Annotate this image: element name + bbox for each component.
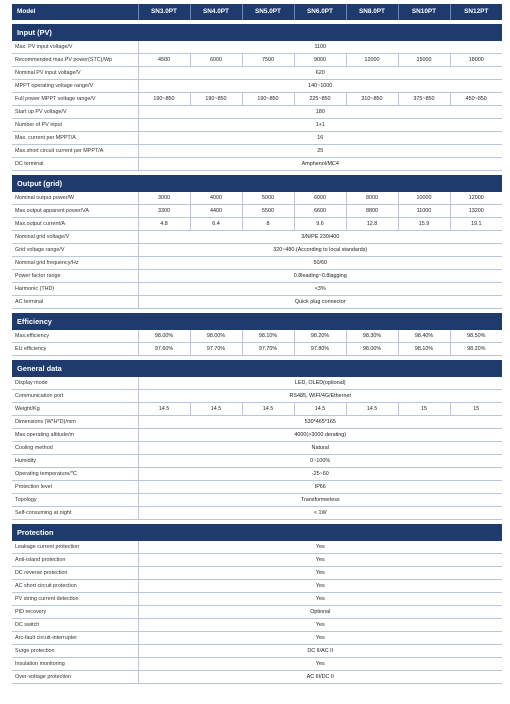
spec-value: 14.5 (190, 403, 242, 416)
spec-value-shared: IP66 (138, 481, 502, 494)
spec-row (12, 283, 502, 296)
spec-label: Protection level (12, 481, 138, 494)
spec-value: 12000 (346, 54, 398, 67)
section-title: General data (12, 360, 502, 377)
spec-row (12, 145, 502, 158)
spec-row (12, 205, 502, 218)
spec-label: EU efficiency (12, 343, 138, 356)
spec-row (12, 231, 502, 244)
section-title: Protection (12, 524, 502, 541)
model-name: SN5.0PT (242, 4, 294, 20)
spec-value: 14.5 (294, 403, 346, 416)
spec-value: 3000 (138, 192, 190, 205)
spec-label: PV string current detection (12, 593, 138, 606)
spec-label: AC short circuit protection (12, 580, 138, 593)
spec-row (12, 93, 502, 106)
spec-body (12, 20, 502, 684)
spec-value: 6000 (190, 54, 242, 67)
spec-row (12, 455, 502, 468)
spec-label: Harmonic (THD) (12, 283, 138, 296)
spec-value-shared: < 1W (138, 507, 502, 520)
spec-label: Over-voltage protection (12, 671, 138, 684)
spec-value: 12000 (450, 192, 502, 205)
spec-value-shared: 0.8leading~0.8lagging (138, 270, 502, 283)
model-header-row (12, 4, 502, 20)
spec-row (12, 429, 502, 442)
spec-label: Self-consuming at night (12, 507, 138, 520)
section-header-row (12, 313, 502, 330)
spec-row (12, 554, 502, 567)
spec-value: 14.5 (346, 403, 398, 416)
spec-row (12, 67, 502, 80)
spec-label: Start up PV voltage/V (12, 106, 138, 119)
spec-value: 190~850 (138, 93, 190, 106)
spec-row (12, 619, 502, 632)
spec-value: 3300 (138, 205, 190, 218)
spec-label: Max. current per MPPT/A (12, 132, 138, 145)
spec-value: 15000 (398, 54, 450, 67)
spec-value-shared: Quick plug connector (138, 296, 502, 309)
spec-sheet (12, 4, 502, 684)
spec-row (12, 494, 502, 507)
spec-value: 9000 (294, 54, 346, 67)
spec-value: 98.20% (450, 343, 502, 356)
spec-label: Surge protection (12, 645, 138, 658)
spec-row (12, 390, 502, 403)
spec-label: DC reverse protection (12, 567, 138, 580)
spec-value: 6600 (294, 205, 346, 218)
spec-value: 15 (398, 403, 450, 416)
spec-value: 4500 (138, 54, 190, 67)
spec-row (12, 416, 502, 429)
section-title: Efficiency (12, 313, 502, 330)
spec-label: Power factor range (12, 270, 138, 283)
spec-row (12, 632, 502, 645)
spec-label: Insulation monitoring (12, 658, 138, 671)
spec-value: 18000 (450, 54, 502, 67)
model-name: SN4.0PT (190, 4, 242, 20)
spec-row (12, 377, 502, 390)
spec-row (12, 606, 502, 619)
spec-row (12, 468, 502, 481)
spec-value: 190~850 (190, 93, 242, 106)
spec-label: Anti-island protection (12, 554, 138, 567)
spec-value-shared: 16 (138, 132, 502, 145)
section-header-row (12, 524, 502, 541)
spec-value-shared: Yes (138, 554, 502, 567)
spec-value: 97.70% (242, 343, 294, 356)
spec-value: 8800 (346, 205, 398, 218)
spec-value-shared: 25 (138, 145, 502, 158)
model-name: SN3.0PT (138, 4, 190, 20)
spec-label: Nominal PV input voltage/V (12, 67, 138, 80)
spec-value: 98.00% (190, 330, 242, 343)
spec-value: 98.00% (138, 330, 190, 343)
spec-label: AC terminal (12, 296, 138, 309)
spec-row (12, 567, 502, 580)
spec-value: 14.5 (138, 403, 190, 416)
spec-label: Nominal grid frequency/Hz (12, 257, 138, 270)
spec-row (12, 343, 502, 356)
spec-value-shared: Transformerless (138, 494, 502, 507)
spec-value-shared: Optional (138, 606, 502, 619)
spec-value: 98.30% (346, 330, 398, 343)
spec-label: Leakage current protection (12, 541, 138, 554)
spec-label: MPPT operating voltage range/V (12, 80, 138, 93)
model-name: SN8.0PT (346, 4, 398, 20)
spec-value-shared: 1100 (138, 41, 502, 54)
spec-label: Full power MPPT voltage range/V (12, 93, 138, 106)
spec-value-shared: LED, OLED(optional) (138, 377, 502, 390)
spec-label: Arc-fault circuit-interrupter (12, 632, 138, 645)
spec-label: Grid voltage range/V (12, 244, 138, 257)
spec-value-shared: 320~480 (According to local standards) (138, 244, 502, 257)
spec-value: 11000 (398, 205, 450, 218)
spec-value: 13200 (450, 205, 502, 218)
model-header-label: Model (12, 4, 138, 20)
spec-label: Recommended max.PV power(STC)/Wp (12, 54, 138, 67)
spec-row (12, 442, 502, 455)
spec-value-shared: Yes (138, 632, 502, 645)
spec-value: 98.00% (346, 343, 398, 356)
spec-label: Number of PV input (12, 119, 138, 132)
spec-row (12, 671, 502, 684)
spec-value: 310~850 (346, 93, 398, 106)
spec-row (12, 192, 502, 205)
section-header-row (12, 175, 502, 192)
spec-value-shared: -25~60 (138, 468, 502, 481)
spec-label: Display mode (12, 377, 138, 390)
spec-value-shared: AC III/DC II (138, 671, 502, 684)
spec-value: 98.50% (450, 330, 502, 343)
section-title: Output (grid) (12, 175, 502, 192)
spec-value-shared: 1+1 (138, 119, 502, 132)
spec-row (12, 218, 502, 231)
spec-row (12, 645, 502, 658)
spec-label: Topology (12, 494, 138, 507)
spec-value: 14.5 (242, 403, 294, 416)
spec-row (12, 106, 502, 119)
spec-label: Max. PV input voltage/V (12, 41, 138, 54)
spec-value-shared: 3/N/PE 230/400 (138, 231, 502, 244)
spec-value: 190~850 (242, 93, 294, 106)
spec-label: DC switch (12, 619, 138, 632)
spec-value-shared: 180 (138, 106, 502, 119)
model-name: SN10PT (398, 4, 450, 20)
spec-row (12, 481, 502, 494)
section-header-row (12, 360, 502, 377)
spec-value: 225~850 (294, 93, 346, 106)
spec-value-shared: 4000(>3000 derating) (138, 429, 502, 442)
spec-value: 450~850 (450, 93, 502, 106)
spec-value: 97.60% (138, 343, 190, 356)
spec-label: Operating temperature/℃ (12, 468, 138, 481)
spec-value: 8000 (346, 192, 398, 205)
spec-value-shared: 140~1000 (138, 80, 502, 93)
spec-value-shared: RS485, WIFI/4G/Ethernet (138, 390, 502, 403)
spec-label: Weight/Kg (12, 403, 138, 416)
spec-row (12, 296, 502, 309)
spec-value-shared: Yes (138, 541, 502, 554)
spec-row (12, 507, 502, 520)
spec-row (12, 593, 502, 606)
spec-row (12, 257, 502, 270)
spec-value: 5500 (242, 205, 294, 218)
spec-value-shared: Yes (138, 619, 502, 632)
spec-value: 6000 (294, 192, 346, 205)
spec-value: 12.8 (346, 218, 398, 231)
spec-value: 375~850 (398, 93, 450, 106)
spec-value-shared: <3% (138, 283, 502, 296)
spec-row (12, 403, 502, 416)
spec-row (12, 330, 502, 343)
spec-label: DC terminal (12, 158, 138, 171)
spec-value: 98.40% (398, 330, 450, 343)
spec-value: 98.10% (398, 343, 450, 356)
spec-row (12, 54, 502, 67)
spec-value: 15.9 (398, 218, 450, 231)
spec-value: 97.70% (190, 343, 242, 356)
spec-value: 4.8 (138, 218, 190, 231)
spec-value: 98.20% (294, 330, 346, 343)
spec-row (12, 244, 502, 257)
spec-value-shared: 50/60 (138, 257, 502, 270)
spec-value-shared: 620 (138, 67, 502, 80)
spec-label: Nominal grid voltage/V (12, 231, 138, 244)
spec-value: 5000 (242, 192, 294, 205)
spec-value: 19.1 (450, 218, 502, 231)
spec-value: 7500 (242, 54, 294, 67)
spec-value-shared: DC II/AC II (138, 645, 502, 658)
spec-row (12, 132, 502, 145)
spec-table (12, 4, 502, 684)
spec-value: 6.4 (190, 218, 242, 231)
spec-label: Dimensions (W*H*D)/mm (12, 416, 138, 429)
spec-value-shared: Yes (138, 593, 502, 606)
spec-value-shared: Natural (138, 442, 502, 455)
spec-row (12, 580, 502, 593)
spec-label: PID recovery (12, 606, 138, 619)
spec-row (12, 41, 502, 54)
spec-value: 98.10% (242, 330, 294, 343)
spec-label: Max.operating altitude/m (12, 429, 138, 442)
spec-row (12, 541, 502, 554)
spec-label: Communication port (12, 390, 138, 403)
spec-value: 8 (242, 218, 294, 231)
model-name: SN6.0PT (294, 4, 346, 20)
spec-value: 15 (450, 403, 502, 416)
spec-value: 9.6 (294, 218, 346, 231)
spec-row (12, 80, 502, 93)
spec-label: Max.output apparent power/VA (12, 205, 138, 218)
spec-value-shared: 0~100% (138, 455, 502, 468)
spec-value-shared: Yes (138, 658, 502, 671)
spec-label: Max.efficiency (12, 330, 138, 343)
spec-value-shared: 530*465*165 (138, 416, 502, 429)
spec-row (12, 158, 502, 171)
spec-value-shared: Amphenol/MC4 (138, 158, 502, 171)
spec-row (12, 658, 502, 671)
spec-value: 97.80% (294, 343, 346, 356)
spec-value: 4000 (190, 192, 242, 205)
spec-value-shared: Yes (138, 580, 502, 593)
spec-value: 4400 (190, 205, 242, 218)
section-header-row (12, 24, 502, 41)
spec-label: Cooling method (12, 442, 138, 455)
spec-label: Humidity (12, 455, 138, 468)
spec-label: Nominal output power/W (12, 192, 138, 205)
spec-value-shared: Yes (138, 567, 502, 580)
section-title: Input (PV) (12, 24, 502, 41)
spec-row (12, 270, 502, 283)
spec-label: Max.output current/A (12, 218, 138, 231)
spec-value: 10000 (398, 192, 450, 205)
spec-row (12, 119, 502, 132)
model-name: SN12PT (450, 4, 502, 20)
spec-label: Max.short circuit current per MPPT/A (12, 145, 138, 158)
